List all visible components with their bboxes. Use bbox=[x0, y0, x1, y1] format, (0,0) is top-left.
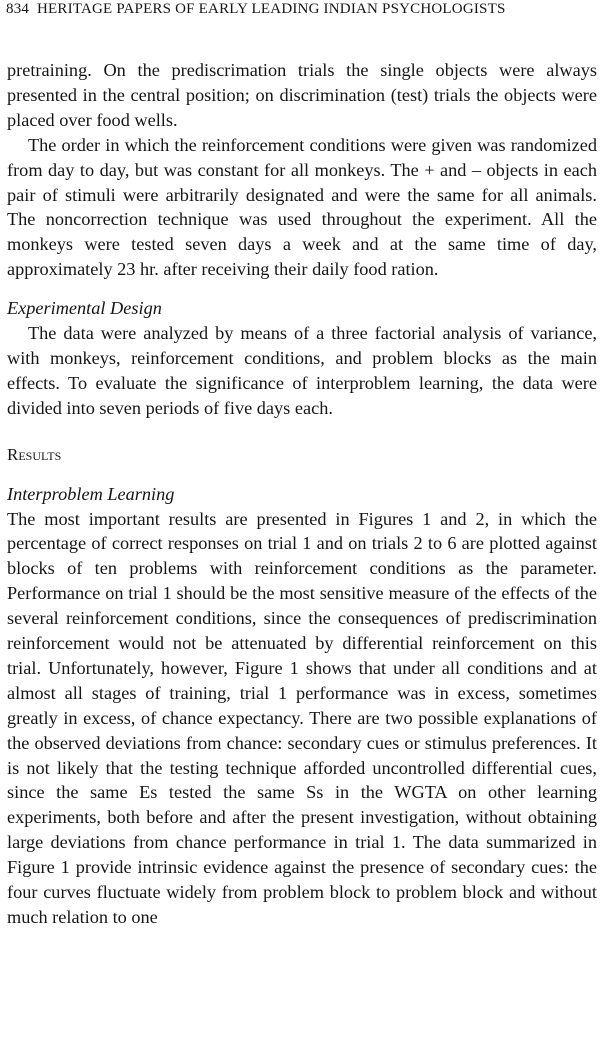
paragraph-reinforcement-order: The order in which the reinforcement conditions were given was randomized from day to day, but was constant for all monkeys. The + and – objects in each pair of stimuli were arbitrarily designated and were the same for all animals. The noncorrection technique was used throughout the experiment. All the monkeys were tested seven days a week and at the same time of day, approximately 23 hr. after receiving their daily food ration. bbox=[7, 134, 597, 280]
paragraph-procedure-end: pretraining. On the prediscrimation trials the single objects were always presented in the central position; on discrimination (test) trials the objects were placed over food wells. bbox=[7, 60, 597, 130]
body-text bbox=[7, 58, 597, 930]
paragraph-experimental-design: The data were analyzed by means of a three factorial analysis of variance, with monkeys, reinforcement conditions, and problem blocks as the main effects. To evaluate the significance of interproblem learning, the data were divided into seven periods of five days each. bbox=[7, 323, 597, 418]
heading-interproblem-learning: Interproblem Learning bbox=[7, 483, 175, 504]
page-number: 834 bbox=[6, 1, 30, 17]
running-header bbox=[6, 1, 506, 18]
heading-experimental-design: Experimental Design bbox=[7, 298, 162, 319]
running-title: HERITAGE PAPERS OF EARLY LEADING INDIAN PSYCHOLOGISTS bbox=[37, 1, 506, 17]
section-gap bbox=[7, 421, 597, 443]
heading-results: Results bbox=[7, 444, 62, 464]
paragraph-interproblem-learning: The most important results are presented in Figures 1 and 2, in which the percentage of correct responses on trial 1 and on trials 2 to 6 are plotted against blocks of ten problems with reinforcement conditions as the parameter. Performance on trial 1 should be the most sensitive measure of the effects of the several reinforcement conditions, since the consequences of prediscrimination reinforcement would not be attenuated by differential reinforcement on this trial. Unfortunately, however, Figure 1 shows that under all conditions and at almost all stages of training, trial 1 performance was in excess, sometimes greatly in excess, of chance expectancy. There are two possible explanations of the observed deviations from chance: secondary cues or stimulus preferences. It is not likely that the testing technique afforded uncontrolled differential cues, since the same Es tested the same Ss in the WGTA on other learning experiments, both before and after the present investigation, without obtaining large deviations from chance performance in trial 1. The data summarized in Figure 1 provide intrinsic evidence against the presence of secondary cues: the four curves fluctuate widely from problem block to problem block and without much relation to one bbox=[7, 508, 597, 927]
section-gap bbox=[7, 468, 597, 482]
section-gap bbox=[7, 282, 597, 296]
